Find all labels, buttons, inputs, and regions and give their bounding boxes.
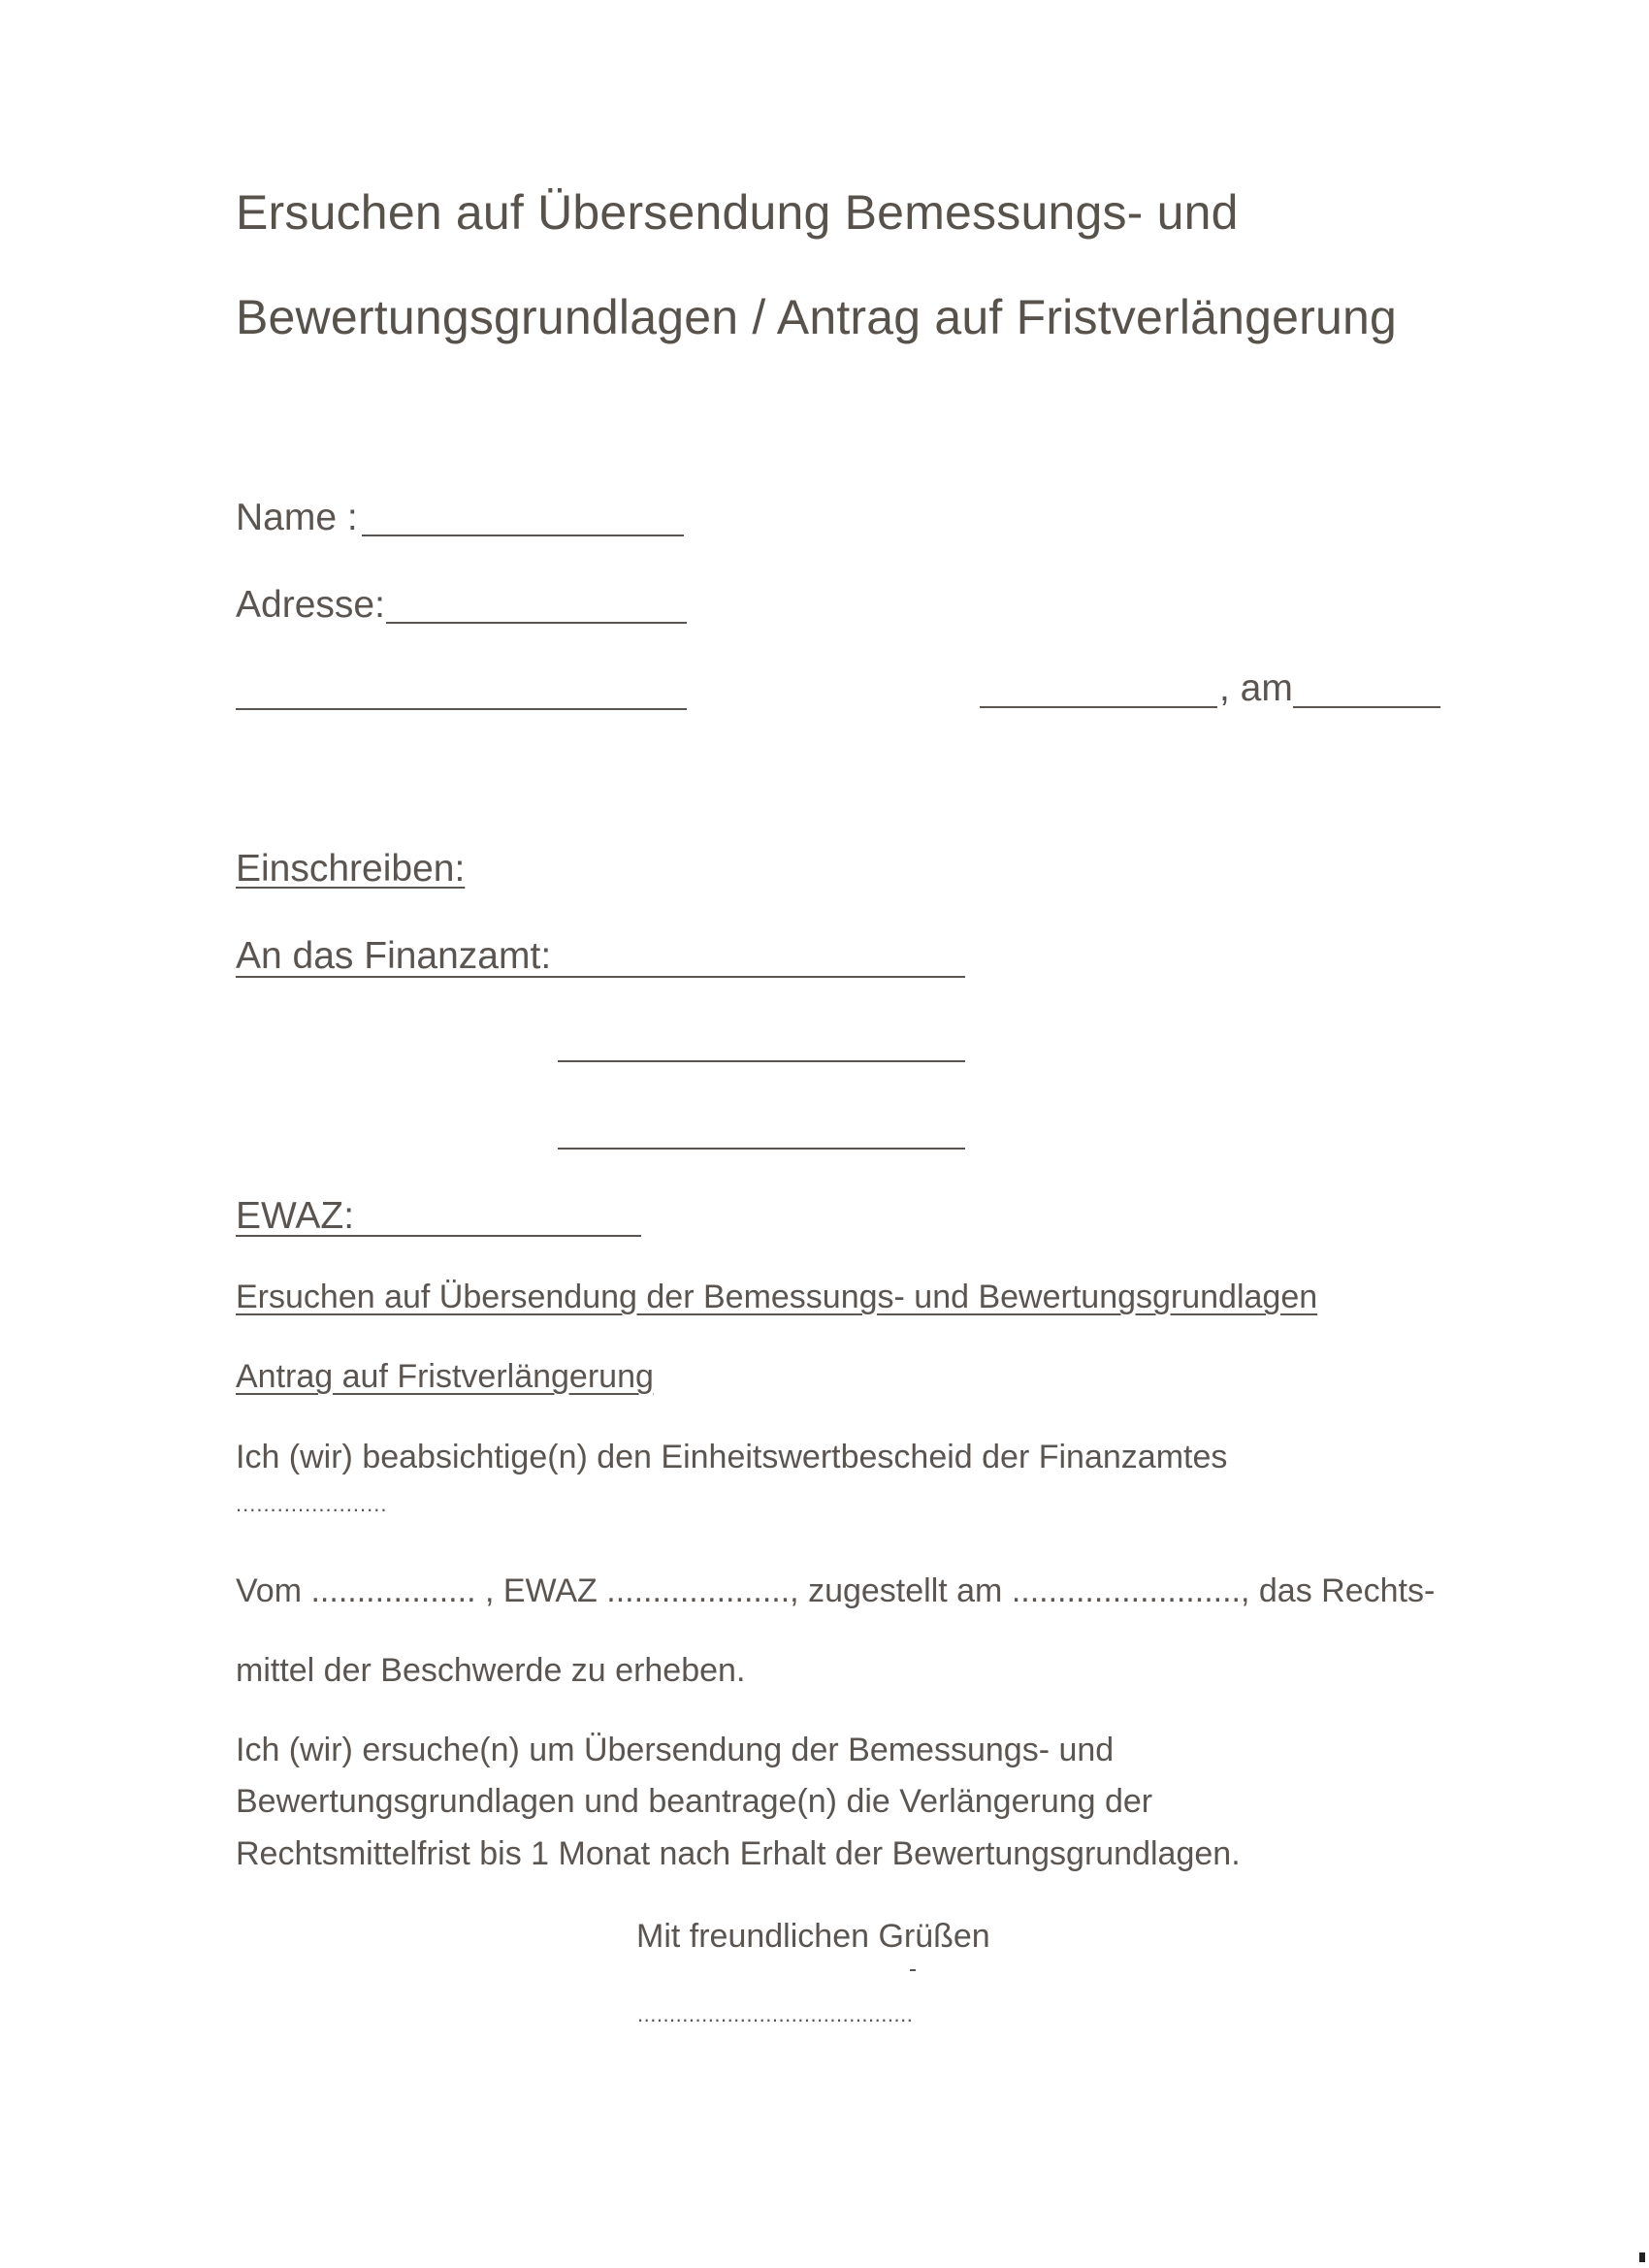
tax-office-field-line-3[interactable] xyxy=(558,1148,965,1150)
place-field-line[interactable] xyxy=(980,706,1217,708)
signature-dots[interactable]: ........................................... xyxy=(637,2002,914,2026)
name-field-line[interactable] xyxy=(362,535,684,536)
date-field-line[interactable] xyxy=(1293,706,1440,708)
closing-greeting: Mit freundlichen Grüßen xyxy=(636,1918,990,1955)
intent-dots[interactable]: ...................... xyxy=(236,1492,388,1516)
intent-line: Ich (wir) beabsichtige(n) den Einheitswertbescheid der Finanzamtes xyxy=(236,1439,1228,1475)
ewaz-label: EWAZ: xyxy=(236,1195,355,1237)
document-title-line-2: Bewertungsgrundlagen / Antrag auf Fristverlängerung xyxy=(236,290,1398,344)
date-label: , am xyxy=(1219,667,1293,709)
tax-office-field-line-2[interactable] xyxy=(558,1060,965,1062)
registered-mail-label: Einschreiben: xyxy=(236,848,466,890)
tax-office-field-line-1[interactable] xyxy=(558,976,965,978)
request-line-3: Rechtsmittelfrist bis 1 Monat nach Erhalt der Bewertungsgrundlagen. xyxy=(236,1835,1241,1872)
name-label: Name : xyxy=(236,497,358,538)
details-line-2: mittel der Beschwerde zu erheben. xyxy=(236,1652,746,1689)
scan-artifact xyxy=(1639,2252,1645,2262)
tax-office-label: An das Finanzamt: xyxy=(236,935,552,977)
address-field-line-1[interactable] xyxy=(386,622,687,624)
subject-line-2: Antrag auf Fristverlängerung xyxy=(236,1358,654,1395)
ewaz-field-line[interactable] xyxy=(236,1235,641,1237)
signature-mark xyxy=(910,1969,916,1971)
address-label: Adresse: xyxy=(236,584,385,626)
address-field-line-2[interactable] xyxy=(236,708,687,710)
details-line: Vom .................. , EWAZ ...................., zugestellt am ........................., das Rechts- xyxy=(236,1572,1436,1609)
request-line-2: Bewertungsgrundlagen und beantrage(n) die Verlängerung der xyxy=(236,1783,1153,1820)
subject-line-1: Ersuchen auf Übersendung der Bemessungs- und Bewertungsgrundlagen xyxy=(236,1279,1318,1315)
document-title-line-1: Ersuchen auf Übersendung Bemessungs- und xyxy=(236,185,1239,240)
request-line-1: Ich (wir) ersuche(n) um Übersendung der Bemessungs- und xyxy=(236,1732,1115,1768)
